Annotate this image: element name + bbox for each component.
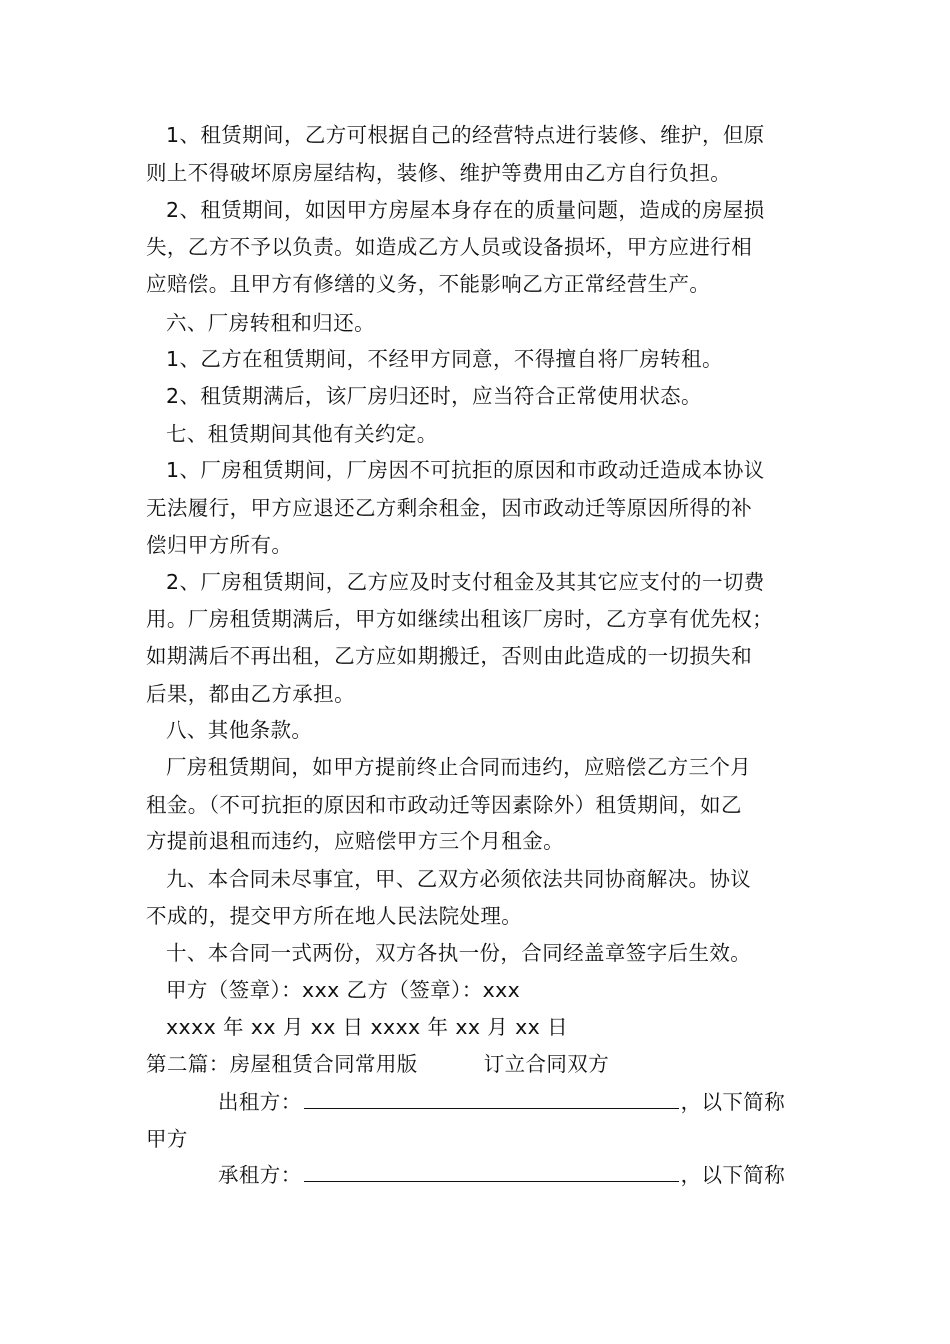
paragraph-line: 应赔偿。且甲方有修缮的义务，不能影响乙方正常经营生产。	[146, 272, 711, 296]
paragraph-line: 方提前退租而违约，应赔偿甲方三个月租金。	[146, 829, 564, 853]
paragraph-line: 1、乙方在租赁期间，不经甲方同意，不得擅自将厂房转租。	[166, 347, 723, 371]
paragraph-line: 用。厂房租赁期满后，甲方如继续出租该厂房时，乙方享有优先权；	[146, 607, 773, 631]
paragraph-line: 九、本合同未尽事宜，甲、乙双方必须依法共同协商解决。协议	[166, 867, 752, 891]
paragraph-line: 1、厂房租赁期间，厂房因不可抗拒的原因和市政动迁造成本协议	[166, 458, 765, 482]
paragraph-line: 偿归甲方所有。	[146, 533, 293, 557]
paragraph-line: 则上不得破坏原房屋结构，装修、维护等费用由乙方自行负担。	[146, 161, 732, 185]
lessor-blank[interactable]	[304, 1090, 679, 1109]
paragraph-line: 失，乙方不予以负责。如造成乙方人员或设备损坏，甲方应进行相	[146, 235, 753, 259]
lessee-line	[218, 1161, 785, 1189]
lessee-suffix: ，以下简称	[680, 1163, 786, 1187]
part2-heading-right: 订立合同双方	[483, 1052, 610, 1076]
section-heading: 六、厂房转租和归还。	[166, 311, 375, 335]
lessee-blank[interactable]	[304, 1163, 679, 1182]
paragraph-line: 1、租赁期间，乙方可根据自己的经营特点进行装修、维护，但原	[166, 123, 765, 147]
paragraph-line: 厂房租赁期间，如甲方提前终止合同而违约，应赔偿乙方三个月	[166, 755, 752, 779]
paragraph-line: 如期满后不再出租，乙方应如期搬迁，否则由此造成的一切损失和	[146, 644, 753, 668]
date-line: xxxx 年 xx 月 xx 日 xxxx 年 xx 月 xx 日	[166, 1015, 568, 1039]
paragraph-line: 2、租赁期满后，该厂房归还时，应当符合正常使用状态。	[166, 384, 702, 408]
lessor-suffix: ，以下简称	[680, 1090, 786, 1114]
paragraph-line: 2、租赁期间，如因甲方房屋本身存在的质量问题，造成的房屋损	[166, 198, 765, 222]
paragraph-line: 后果，都由乙方承担。	[146, 682, 355, 706]
lessor-label: 出租方：	[218, 1090, 302, 1114]
lessor-cont: 甲方	[146, 1127, 188, 1151]
part2-heading-line	[146, 1050, 609, 1078]
paragraph-line: 租金。（不可抗拒的原因和市政动迁等因素除外）租赁期间，如乙	[146, 793, 742, 817]
signature-line: 甲方（签章）：xxx 乙方（签章）：xxx	[166, 978, 521, 1002]
paragraph-line: 无法履行，甲方应退还乙方剩余租金，因市政动迁等原因所得的补	[146, 496, 753, 520]
section-heading: 八、其他条款。	[166, 718, 313, 742]
part2-heading: 第二篇：房屋租赁合同常用版	[146, 1052, 418, 1076]
lessor-line	[218, 1088, 785, 1116]
paragraph-line: 十、本合同一式两份，双方各执一份，合同经盖章签字后生效。	[166, 941, 752, 965]
paragraph-line: 不成的，提交甲方所在地人民法院处理。	[146, 904, 523, 928]
paragraph-line: 2、厂房租赁期间，乙方应及时支付租金及其其它应支付的一切费	[166, 570, 765, 594]
section-heading: 七、租赁期间其他有关约定。	[166, 422, 438, 446]
lessee-label: 承租方：	[218, 1163, 302, 1187]
